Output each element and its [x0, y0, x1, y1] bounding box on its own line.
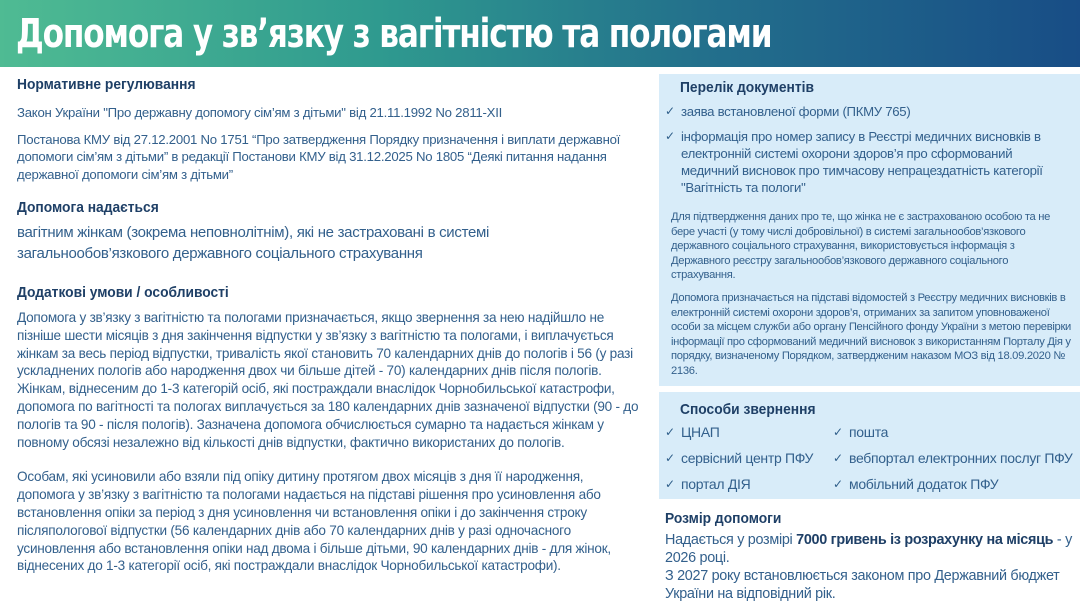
- way-item-cnap: [659, 424, 827, 441]
- check-icon: ✓: [665, 129, 676, 143]
- documents-note-1: Для підтвердження даних про те, що жінка не є застрахованою особою та не бере участі (у тому числі добровільної) в системі загальнообов’язкового державного соціального страхування, використовується інформація з Державного реєстру загальнообов’язкового державного соціального страхування.: [671, 211, 1051, 282]
- conditions-paragraph-1: Допомога у зв’язку з вагітністю та пологами призначається, якщо звернення за нею надійшло не пізніше шести місяців з дня закінчення відпустки у зв’язку з вагітністю та пологами, і виплачується жінкам за весь період відпустки, тривалість якої становить 70 календарних днів до пологів і 56 (у разі ускладнених пологів або народження двох чи більше дітей - 70) календарних днів після пологів. Жінкам, віднесеним до 1-3 категорій осіб, які постраждали внаслідок Чорнобильської катастрофи, допомога по вагітності та пологах виплачується за 180 календарних днів зазначеної відпустки (90 - до пологів та 90 - після пологів). Зазначена допомога обчислюється сумарно та надається жінкам у повному обсязі незалежно від кількості днів відпустки, фактично використаних до пологів.: [17, 310, 639, 450]
- documents-panel: [659, 74, 1080, 386]
- amount-highlight: 7000 гривень із розрахунку на місяць: [796, 532, 1054, 548]
- page-header: [0, 0, 1080, 67]
- check-icon: ✓: [665, 104, 676, 118]
- way-item-text: вебпортал електронних послуг ПФУ: [849, 450, 1073, 466]
- way-item-service-center: [659, 450, 827, 467]
- way-item-diia: [659, 476, 827, 493]
- documents-heading: Перелік документів: [680, 79, 814, 96]
- way-item-mobile-app: [827, 476, 1077, 493]
- check-icon: ✓: [833, 477, 843, 491]
- amount-suffix: - у 2026 році.: [665, 532, 1072, 566]
- way-item-text: ЦНАП: [681, 424, 720, 440]
- way-item-webportal: [827, 450, 1077, 467]
- conditions-heading: Додаткові умови / особливості: [17, 284, 229, 301]
- regulation-heading: Нормативне регулювання: [17, 76, 196, 93]
- document-item: [659, 103, 1080, 120]
- amount-heading: Розмір допомоги: [665, 510, 782, 527]
- amount-prefix: Надається у розмірі: [665, 532, 797, 548]
- way-item-text: пошта: [849, 424, 889, 440]
- amount-section: [665, 509, 1075, 603]
- document-item: [659, 128, 1080, 196]
- check-icon: ✓: [665, 477, 675, 491]
- check-icon: ✓: [833, 425, 843, 439]
- regulation-resolution: Постанова КМУ від 27.12.2001 No 1751 “Про затвердження Порядку призначення і виплати державної допомоги сім’ям з дітьми” в редакції Постанови КМУ від 31.12.2025 No 1805 “Деякі питання надання державної допомоги сім’ям з дітьми”: [17, 131, 621, 182]
- eligibility-section: [17, 198, 647, 264]
- left-column: [17, 74, 647, 575]
- regulation-section: [17, 75, 647, 183]
- conditions-section: [17, 283, 647, 575]
- check-icon: ✓: [665, 451, 675, 465]
- check-icon: ✓: [833, 451, 843, 465]
- check-icon: ✓: [665, 425, 675, 439]
- ways-heading: Способи звернення: [680, 401, 816, 418]
- way-item-text: мобільний додаток ПФУ: [849, 476, 999, 492]
- regulation-law: Закон України "Про державну допомогу сім’ям з дітьми" від 21.11.1992 No 2811-XII: [17, 105, 503, 120]
- way-item-post: [827, 424, 1077, 441]
- way-item-text: сервісний центр ПФУ: [681, 450, 814, 466]
- amount-text: [665, 531, 1075, 567]
- ways-panel: [659, 392, 1080, 499]
- page-title: Допомога у зв’язку з вагітністю та пологами: [16, 11, 772, 57]
- way-item-text: портал ДІЯ: [681, 476, 751, 492]
- conditions-paragraph-2: Особам, які усиновили або взяли під опіку дитину протягом двох місяців з дня її народження, допомога у зв’язку з вагітністю та пологами надається на підставі рішення про усиновлення або встановлення опіки за період з дня усиновлення чи встановлення опіки і до закінчення строку післяпологової відпустки (56 календарних днів або 70 календарних днів у разі одночасного усиновлення або встановлення опіки над двома і більше дітьми, 90 календарних днів - для жінок, віднесених до 1-3 категорії осіб, які постраждали внаслідок Чорнобильської катастрофи).: [17, 469, 611, 574]
- document-item-text: заява встановленої форми (ПКМУ 765): [681, 104, 911, 119]
- documents-note-2: Допомога призначається на підставі відомостей з Реєстру медичних висновків в електронній системі охорони здоров’я, отриманих за запитом уповноваженої особи за місцем служби або органу Пенсійного фонду України з метою перевірки інформації про сформований медичний висновок з використанням Порталу Дія у порядку, визначеному Порядком, затвердженим наказом МОЗ від 18.09.2020 № 2136.: [671, 291, 1071, 377]
- eligibility-heading: Допомога надається: [17, 199, 159, 216]
- eligibility-text: вагітним жінкам (зокрема неповнолітнім), які не застраховані в системі загальнообов’язкового державного соціального страхування: [17, 224, 490, 262]
- ways-list: [659, 424, 1080, 493]
- document-item-text: інформація про номер запису в Реєстрі медичних висновків в електронній системі охорони здоров’я про сформований медичний висновок про тимчасову непрацездатність категорії "Вагітність та пологи": [681, 129, 1043, 195]
- amount-line2: З 2027 року встановлюється законом про Державний бюджет України на відповідний рік.: [665, 568, 1060, 602]
